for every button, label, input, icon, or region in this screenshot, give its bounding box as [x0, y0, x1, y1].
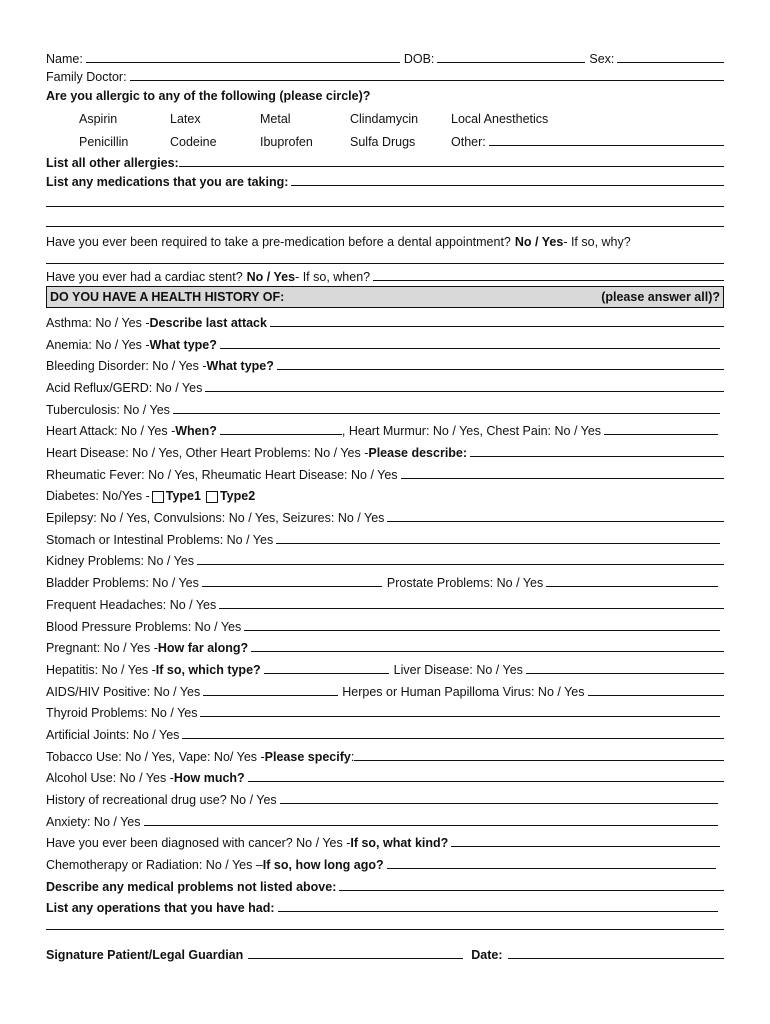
thyroid-field[interactable] [200, 716, 720, 717]
premed-row [46, 229, 724, 249]
stent-row [46, 266, 724, 285]
cancer-field[interactable] [451, 846, 720, 847]
operations-label: List any operations that you have had: [46, 901, 275, 916]
tobacco-label: Tobacco Use: No / Yes, Vape: No/ Yes - [46, 749, 265, 764]
other-problems-label: Describe any medical problems not listed above: [46, 879, 337, 894]
joints-row [46, 720, 724, 742]
anxiety-field[interactable] [144, 825, 718, 826]
heart-disease-label: Heart Disease: No / Yes, Other Heart Problems: No / Yes - [46, 446, 369, 460]
family-doctor-field[interactable] [130, 80, 724, 81]
stomach-label: Stomach or Intestinal Problems: No / Yes [46, 532, 274, 547]
pregnant-row [46, 634, 724, 656]
drug-use-field[interactable] [280, 803, 718, 804]
tobacco-row [46, 742, 724, 764]
allergy-row-1 [79, 103, 724, 126]
stent-followup: - If so, when? [295, 270, 371, 285]
diabetes-label: Diabetes: No/Yes - [46, 489, 150, 504]
alcohol-field[interactable] [248, 781, 724, 782]
cancer-row [46, 829, 724, 851]
allergy-codeine[interactable]: Codeine [170, 134, 217, 149]
allergy-question [46, 84, 724, 103]
cancer-prompt: If so, what kind? [350, 836, 449, 851]
liver-disease-field[interactable] [526, 673, 724, 674]
name-field[interactable] [86, 62, 400, 63]
bleeding-prompt: What type? [206, 359, 274, 374]
type2-label: Type2 [219, 489, 256, 504]
hepatitis-field[interactable] [264, 673, 389, 674]
prostate-label: Prostate Problems: No / Yes [386, 576, 544, 591]
asthma-field[interactable] [270, 326, 724, 327]
headaches-label: Frequent Headaches: No / Yes [46, 597, 217, 612]
chest-pain-field[interactable] [604, 434, 718, 435]
allergy-ibuprofen[interactable]: Ibuprofen [260, 134, 313, 149]
prostate-field[interactable] [546, 586, 718, 587]
cancer-label: Have you ever been diagnosed with cancer? No / Yes - [46, 836, 351, 851]
blood-pressure-label: Blood Pressure Problems: No / Yes [46, 619, 242, 634]
tuberculosis-row [46, 395, 724, 417]
chemo-prompt: If so, how long ago? [262, 858, 384, 873]
medications-field-line-3[interactable] [46, 209, 724, 227]
drug-use-label: History of recreational drug use? No / Yes [46, 793, 277, 807]
health-history-title: DO YOU HAVE A HEALTH HISTORY OF: [50, 290, 285, 305]
liver-disease-label: Liver Disease: No / Yes [393, 662, 523, 677]
other-allergies-field[interactable] [179, 166, 724, 167]
bleeding-row [46, 352, 724, 374]
signature-row [46, 932, 724, 962]
joints-field[interactable] [182, 738, 724, 739]
allergy-local-anesthetics[interactable]: Local Anesthetics [451, 111, 549, 126]
thyroid-label: Thyroid Problems: No / Yes [46, 706, 198, 721]
operations-row [46, 894, 724, 916]
stomach-field[interactable] [276, 543, 720, 544]
headaches-row [46, 590, 724, 612]
type2-checkbox[interactable] [206, 491, 218, 503]
acid-reflux-row [46, 373, 724, 395]
bladder-row [46, 568, 724, 590]
rheumatic-field[interactable] [401, 478, 724, 479]
stomach-row [46, 525, 724, 547]
drug-use-row [46, 785, 724, 807]
thyroid-row [46, 699, 724, 721]
chemo-field[interactable] [387, 868, 716, 869]
epilepsy-label: Epilepsy: No / Yes, Convulsions: No / Yes, Seizures: No / Yes [46, 511, 385, 526]
aids-row [46, 677, 724, 699]
medications-field[interactable] [291, 185, 724, 186]
headaches-field[interactable] [219, 608, 724, 609]
anemia-field[interactable] [220, 348, 720, 349]
operations-field[interactable] [278, 911, 718, 912]
pregnant-field[interactable] [251, 651, 724, 652]
herpes-label: Herpes or Human Papilloma Virus: No / Yes [342, 684, 585, 699]
hepatitis-label: Hepatitis: No / Yes - [46, 662, 156, 677]
signature-field[interactable] [248, 958, 463, 959]
anemia-row [46, 330, 724, 352]
bladder-field[interactable] [202, 586, 382, 587]
heart-attack-row [46, 417, 724, 439]
anemia-prompt: What type? [149, 337, 217, 352]
tobacco-colon: : [350, 749, 355, 764]
tuberculosis-label: Tuberculosis: No / Yes [46, 402, 170, 417]
hepatitis-row [46, 655, 724, 677]
asthma-prompt: Describe last attack [149, 315, 267, 330]
name-label: Name: [46, 51, 83, 66]
chemo-label: Chemotherapy or Radiation: No / Yes – [46, 858, 263, 873]
acid-reflux-field[interactable] [205, 391, 724, 392]
joints-label: Artificial Joints: No / Yes [46, 727, 180, 742]
heart-disease-row [46, 438, 724, 460]
rheumatic-label: Rheumatic Fever: No / Yes, Rheumatic Heart Disease: No / Yes [46, 467, 398, 482]
asthma-label: Asthma: No / Yes - [46, 315, 150, 330]
heart-attack-prompt: When? [175, 424, 217, 439]
medications-field-line-2[interactable] [46, 189, 724, 207]
heart-attack-field[interactable] [220, 434, 342, 435]
health-history-header [46, 286, 724, 308]
hepatitis-prompt: If so, which type? [155, 662, 261, 677]
pregnant-prompt: How far along? [157, 641, 249, 656]
epilepsy-field[interactable] [387, 521, 724, 522]
aids-label: AIDS/HIV Positive: No / Yes [46, 684, 201, 699]
allergy-other-label[interactable]: Other: [451, 134, 486, 149]
stent-question: Have you ever had a cardiac stent? [46, 270, 243, 285]
alcohol-label: Alcohol Use: No / Yes - [46, 771, 174, 786]
blood-pressure-field[interactable] [244, 630, 720, 631]
type1-checkbox[interactable] [152, 491, 164, 503]
anemia-label: Anemia: No / Yes - [46, 337, 150, 352]
allergy-metal[interactable]: Metal [260, 111, 291, 126]
medications-row [46, 170, 724, 189]
anxiety-label: Anxiety: No / Yes [46, 814, 141, 829]
epilepsy-row [46, 503, 724, 525]
tobacco-prompt: Please specify [264, 749, 351, 764]
kidney-label: Kidney Problems: No / Yes [46, 554, 194, 569]
stent-when-field[interactable] [373, 280, 724, 281]
tuberculosis-field[interactable] [173, 413, 720, 414]
allergy-penicillin[interactable]: Penicillin [79, 134, 129, 149]
other-problems-field[interactable] [339, 890, 724, 891]
acid-reflux-label: Acid Reflux/GERD: No / Yes [46, 380, 203, 395]
herpes-field[interactable] [588, 695, 725, 696]
family-doctor-label: Family Doctor: [46, 70, 127, 84]
premed-followup: - If so, why? [563, 234, 631, 249]
alcohol-prompt: How much? [173, 771, 245, 786]
rheumatic-row [46, 460, 724, 482]
heart-disease-field[interactable] [470, 456, 724, 457]
allergy-sulfa-drugs[interactable]: Sulfa Drugs [350, 134, 416, 149]
alcohol-row [46, 764, 724, 786]
allergy-row-2 [79, 126, 724, 149]
other-allergies-row [46, 149, 724, 171]
heart-murmur-label: , Heart Murmur: No / Yes, Chest Pain: No / Yes [341, 424, 602, 439]
health-history-instruction: (please answer all)? [601, 290, 720, 305]
name-row [46, 47, 724, 66]
kidney-field[interactable] [197, 564, 724, 565]
chemo-row [46, 850, 724, 872]
allergy-options [79, 103, 724, 149]
tobacco-field[interactable] [354, 760, 724, 761]
allergy-latex[interactable]: Latex [170, 111, 201, 126]
pregnant-label: Pregnant: No / Yes - [46, 641, 158, 656]
premed-reason-field[interactable] [46, 249, 724, 264]
other-problems-row [46, 872, 724, 894]
allergy-clindamycin[interactable]: Clindamycin [350, 111, 419, 126]
aids-field[interactable] [203, 695, 338, 696]
allergy-aspirin[interactable]: Aspirin [79, 111, 118, 126]
premed-answer[interactable]: No / Yes [514, 234, 564, 249]
operations-field-line-2[interactable] [46, 915, 724, 930]
medical-history-form [46, 47, 724, 962]
medications-label: List any medications that you are taking: [46, 174, 289, 189]
bladder-label: Bladder Problems: No / Yes [46, 576, 199, 591]
date-label: Date: [471, 948, 503, 963]
diabetes-row [46, 482, 724, 504]
other-allergies-label: List all other allergies: [46, 156, 179, 171]
date-field[interactable] [508, 958, 724, 959]
family-doctor-row [46, 66, 724, 85]
asthma-row [46, 308, 724, 330]
blood-pressure-row [46, 612, 724, 634]
type1-label: Type1 [165, 489, 201, 504]
heart-attack-label: Heart Attack: No / Yes - [46, 424, 176, 439]
signature-label: Signature Patient/Legal Guardian [46, 948, 244, 963]
sex-field[interactable] [617, 62, 724, 63]
dob-label: DOB: [403, 51, 435, 66]
heart-disease-prompt: Please describe: [368, 446, 468, 460]
stent-answer[interactable]: No / Yes [246, 270, 296, 285]
dob-field[interactable] [437, 62, 585, 63]
allergy-other-field[interactable] [489, 145, 724, 146]
kidney-row [46, 547, 724, 569]
sex-label: Sex: [589, 51, 615, 66]
premed-question: Have you ever been required to take a pre-medication before a dental appointment? [46, 234, 511, 249]
bleeding-field[interactable] [277, 369, 724, 370]
bleeding-label: Bleeding Disorder: No / Yes - [46, 359, 207, 374]
allergy-question-text: Are you allergic to any of the following (please circle)? [46, 88, 371, 103]
anxiety-row [46, 807, 724, 829]
